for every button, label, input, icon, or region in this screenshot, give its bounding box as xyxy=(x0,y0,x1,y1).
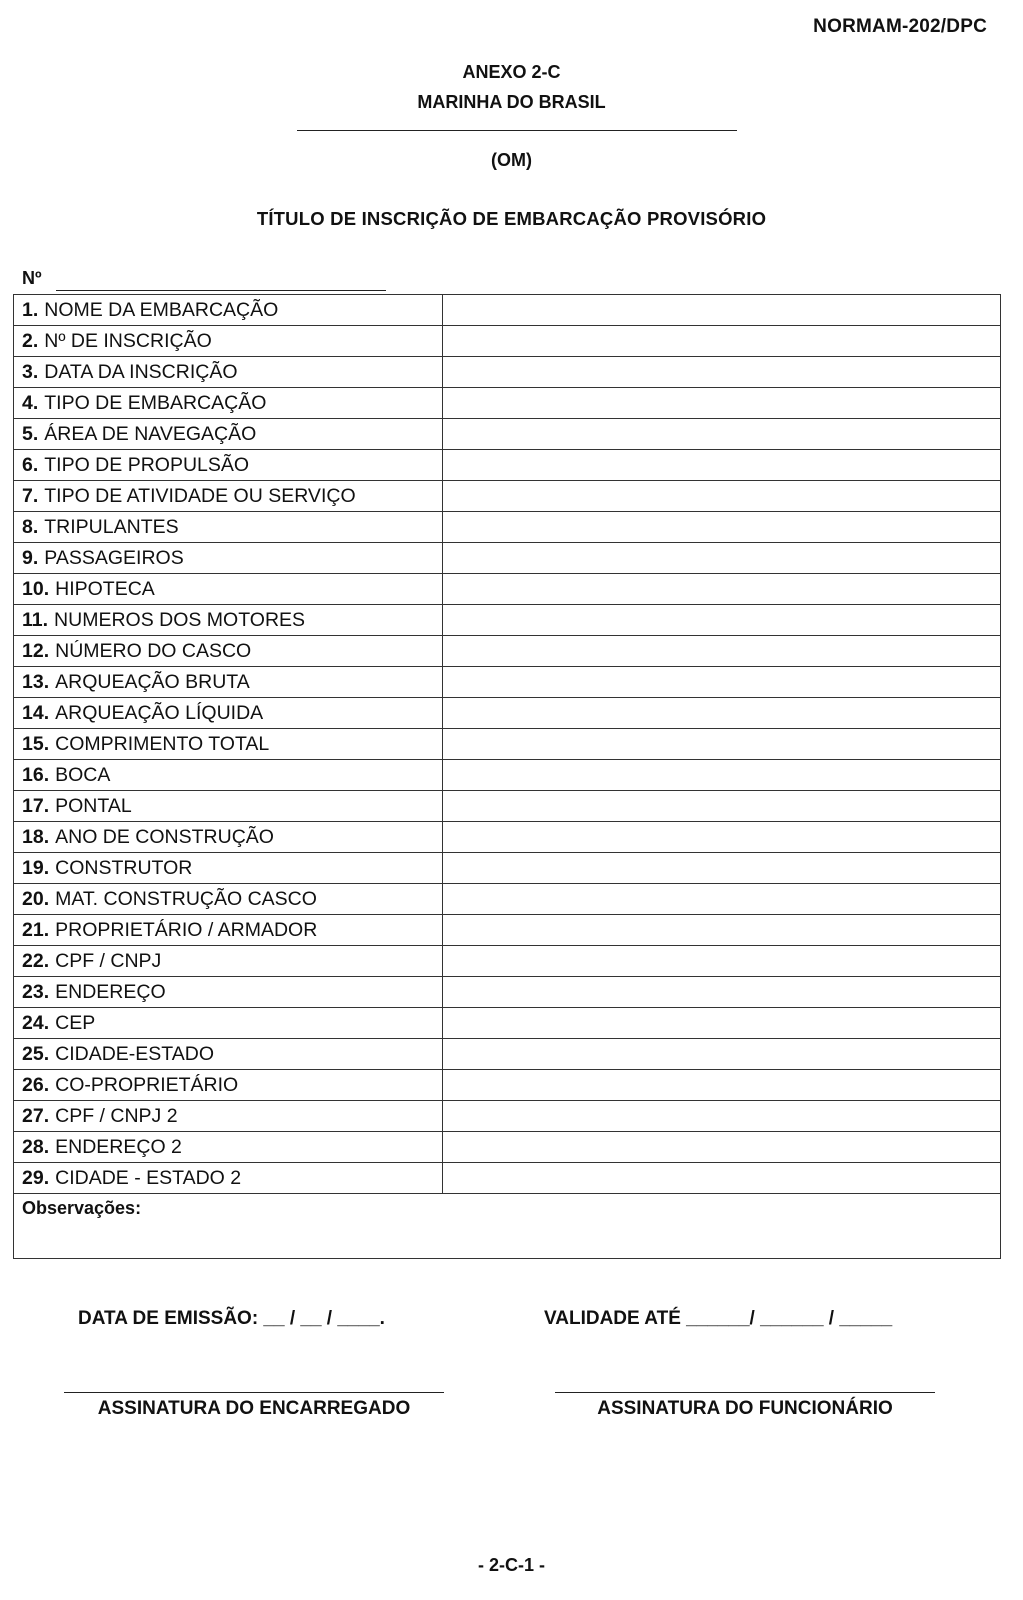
field-label: HIPOTECA xyxy=(55,577,155,600)
field-label: TIPO DE PROPULSÃO xyxy=(44,453,250,476)
table-row xyxy=(14,1070,1001,1101)
field-value-cell[interactable] xyxy=(443,357,1001,388)
field-label: ANO DE CONSTRUÇÃO xyxy=(55,825,274,848)
field-label-cell xyxy=(14,729,443,760)
field-label-cell xyxy=(14,698,443,729)
field-label: NUMEROS DOS MOTORES xyxy=(54,608,306,631)
field-value-cell[interactable] xyxy=(443,760,1001,791)
table-row xyxy=(14,1101,1001,1132)
signature-line-left xyxy=(64,1392,444,1393)
field-value-cell[interactable] xyxy=(443,977,1001,1008)
table-row xyxy=(14,915,1001,946)
field-label: PROPRIETÁRIO / ARMADOR xyxy=(55,918,318,941)
field-label: CEP xyxy=(55,1011,96,1034)
table-row xyxy=(14,388,1001,419)
field-label: ARQUEAÇÃO BRUTA xyxy=(55,670,250,693)
field-label-cell xyxy=(14,822,443,853)
field-number: 15. xyxy=(22,732,50,755)
field-label-cell xyxy=(14,450,443,481)
table-row xyxy=(14,1008,1001,1039)
field-label: DATA DA INSCRIÇÃO xyxy=(44,360,238,383)
field-number: 9. xyxy=(22,546,39,569)
field-number: 7. xyxy=(22,484,39,507)
field-label-cell xyxy=(14,357,443,388)
field-label: Nº DE INSCRIÇÃO xyxy=(44,329,212,352)
table-row xyxy=(14,729,1001,760)
field-number: 8. xyxy=(22,515,39,538)
table-row xyxy=(14,450,1001,481)
field-value-cell[interactable] xyxy=(443,636,1001,667)
field-label: CPF / CNPJ xyxy=(55,949,162,972)
field-value-cell[interactable] xyxy=(443,915,1001,946)
field-label-cell xyxy=(14,605,443,636)
field-label: CO-PROPRIETÁRIO xyxy=(55,1073,239,1096)
field-value-cell[interactable] xyxy=(443,512,1001,543)
field-value-cell[interactable] xyxy=(443,450,1001,481)
field-label: ENDEREÇO 2 xyxy=(55,1135,182,1158)
field-label-cell xyxy=(14,543,443,574)
field-number: 25. xyxy=(22,1042,50,1065)
field-number: 21. xyxy=(22,918,50,941)
field-label-cell xyxy=(14,1132,443,1163)
field-value-cell[interactable] xyxy=(443,1132,1001,1163)
field-label-cell xyxy=(14,853,443,884)
table-row xyxy=(14,760,1001,791)
field-number: 17. xyxy=(22,794,50,817)
field-label-cell xyxy=(14,574,443,605)
table-row xyxy=(14,295,1001,326)
field-number: 6. xyxy=(22,453,39,476)
field-label: PONTAL xyxy=(55,794,132,817)
field-number: 29. xyxy=(22,1166,50,1189)
field-label: CONSTRUTOR xyxy=(55,856,193,879)
field-label-cell xyxy=(14,1163,443,1194)
field-label: TRIPULANTES xyxy=(44,515,179,538)
table-row xyxy=(14,605,1001,636)
emission-date: DATA DE EMISSÃO: __ / __ / ____. xyxy=(78,1308,385,1329)
field-value-cell[interactable] xyxy=(443,481,1001,512)
field-label: PASSAGEIROS xyxy=(44,546,184,569)
field-label: NOME DA EMBARCAÇÃO xyxy=(44,298,279,321)
table-row xyxy=(14,481,1001,512)
number-label: Nº xyxy=(22,268,42,288)
field-value-cell[interactable] xyxy=(443,1101,1001,1132)
field-label: CIDADE-ESTADO xyxy=(55,1042,215,1065)
registration-form-table xyxy=(13,294,1001,1259)
field-label-cell xyxy=(14,636,443,667)
field-label-cell xyxy=(14,760,443,791)
field-value-cell[interactable] xyxy=(443,946,1001,977)
field-number: 12. xyxy=(22,639,50,662)
signature-line-right xyxy=(555,1392,935,1393)
field-value-cell[interactable] xyxy=(443,822,1001,853)
field-value-cell[interactable] xyxy=(443,698,1001,729)
signature-funcionario-label: ASSINATURA DO FUNCIONÁRIO xyxy=(597,1398,893,1419)
observations-cell[interactable]: Observações: xyxy=(14,1194,1001,1259)
field-value-cell[interactable] xyxy=(443,1070,1001,1101)
field-label-cell xyxy=(14,977,443,1008)
field-label-cell xyxy=(14,791,443,822)
organization-name: MARINHA DO BRASIL xyxy=(417,92,606,112)
table-row xyxy=(14,326,1001,357)
observations-row xyxy=(14,1194,1001,1259)
number-blank-line xyxy=(56,290,386,291)
field-label: CPF / CNPJ 2 xyxy=(55,1104,178,1127)
field-label: ENDEREÇO xyxy=(55,980,166,1003)
field-number: 23. xyxy=(22,980,50,1003)
table-row xyxy=(14,357,1001,388)
field-number: 28. xyxy=(22,1135,50,1158)
field-label: NÚMERO DO CASCO xyxy=(55,639,252,662)
table-row xyxy=(14,574,1001,605)
validity-date: VALIDADE ATÉ ______/ ______ / _____ xyxy=(544,1308,893,1329)
field-label: MAT. CONSTRUÇÃO CASCO xyxy=(55,887,317,910)
page-number: - 2-C-1 - xyxy=(478,1555,545,1575)
field-number: 11. xyxy=(22,608,49,631)
table-row xyxy=(14,636,1001,667)
field-number: 19. xyxy=(22,856,50,879)
table-row xyxy=(14,791,1001,822)
table-row xyxy=(14,667,1001,698)
field-value-cell[interactable] xyxy=(443,388,1001,419)
field-label-cell xyxy=(14,915,443,946)
table-row xyxy=(14,1039,1001,1070)
table-row xyxy=(14,884,1001,915)
table-row xyxy=(14,946,1001,977)
field-value-cell[interactable] xyxy=(443,419,1001,450)
field-label-cell xyxy=(14,512,443,543)
table-row xyxy=(14,1132,1001,1163)
field-label: ÁREA DE NAVEGAÇÃO xyxy=(44,422,257,445)
field-value-cell[interactable] xyxy=(443,605,1001,636)
field-number: 2. xyxy=(22,329,39,352)
field-label: TIPO DE EMBARCAÇÃO xyxy=(44,391,267,414)
field-label: ARQUEAÇÃO LÍQUIDA xyxy=(55,701,264,724)
field-number: 24. xyxy=(22,1011,50,1034)
field-value-cell[interactable] xyxy=(443,543,1001,574)
field-label: TIPO DE ATIVIDADE OU SERVIÇO xyxy=(44,484,356,507)
field-number: 3. xyxy=(22,360,39,383)
table-row xyxy=(14,1163,1001,1194)
field-label: BOCA xyxy=(55,763,111,786)
field-value-cell[interactable] xyxy=(443,1008,1001,1039)
field-value-cell[interactable] xyxy=(443,853,1001,884)
field-value-cell[interactable] xyxy=(443,326,1001,357)
field-number: 18. xyxy=(22,825,50,848)
field-label-cell xyxy=(14,388,443,419)
field-number: 13. xyxy=(22,670,50,693)
field-label-cell xyxy=(14,667,443,698)
field-value-cell[interactable] xyxy=(443,729,1001,760)
field-value-cell[interactable] xyxy=(443,1039,1001,1070)
field-value-cell[interactable] xyxy=(443,791,1001,822)
field-number: 10. xyxy=(22,577,50,600)
table-row xyxy=(14,822,1001,853)
field-number: 1. xyxy=(22,298,39,321)
field-label-cell xyxy=(14,326,443,357)
table-row xyxy=(14,419,1001,450)
field-number: 20. xyxy=(22,887,50,910)
field-value-cell[interactable] xyxy=(443,1163,1001,1194)
field-label-cell xyxy=(14,1008,443,1039)
field-value-cell[interactable] xyxy=(443,574,1001,605)
field-label-cell xyxy=(14,884,443,915)
signature-encarregado-label: ASSINATURA DO ENCARREGADO xyxy=(97,1398,411,1419)
table-row xyxy=(14,512,1001,543)
field-label: CIDADE - ESTADO 2 xyxy=(55,1166,242,1189)
field-label-cell xyxy=(14,481,443,512)
page-title: TÍTULO DE INSCRIÇÃO DE EMBARCAÇÃO PROVISÓRIO xyxy=(256,208,767,229)
field-number: 27. xyxy=(22,1104,50,1127)
field-label-cell xyxy=(14,419,443,450)
field-number: 14. xyxy=(22,701,50,724)
field-label-cell xyxy=(14,946,443,977)
field-number: 16. xyxy=(22,763,50,786)
field-label-cell xyxy=(14,1070,443,1101)
field-label: COMPRIMENTO TOTAL xyxy=(55,732,270,755)
om-blank-line xyxy=(297,130,737,131)
field-value-cell[interactable] xyxy=(443,295,1001,326)
table-row xyxy=(14,853,1001,884)
table-row xyxy=(14,977,1001,1008)
table-row xyxy=(14,698,1001,729)
om-label: (OM) xyxy=(491,150,532,170)
table-row xyxy=(14,543,1001,574)
field-value-cell[interactable] xyxy=(443,667,1001,698)
field-number: 22. xyxy=(22,949,50,972)
field-number: 26. xyxy=(22,1073,50,1096)
field-number: 4. xyxy=(22,391,39,414)
document-code: NORMAM-202/DPC xyxy=(813,16,987,37)
field-label-cell xyxy=(14,295,443,326)
field-label-cell xyxy=(14,1039,443,1070)
field-label-cell xyxy=(14,1101,443,1132)
annex-title: ANEXO 2-C xyxy=(462,62,561,82)
field-value-cell[interactable] xyxy=(443,884,1001,915)
field-number: 5. xyxy=(22,422,39,445)
